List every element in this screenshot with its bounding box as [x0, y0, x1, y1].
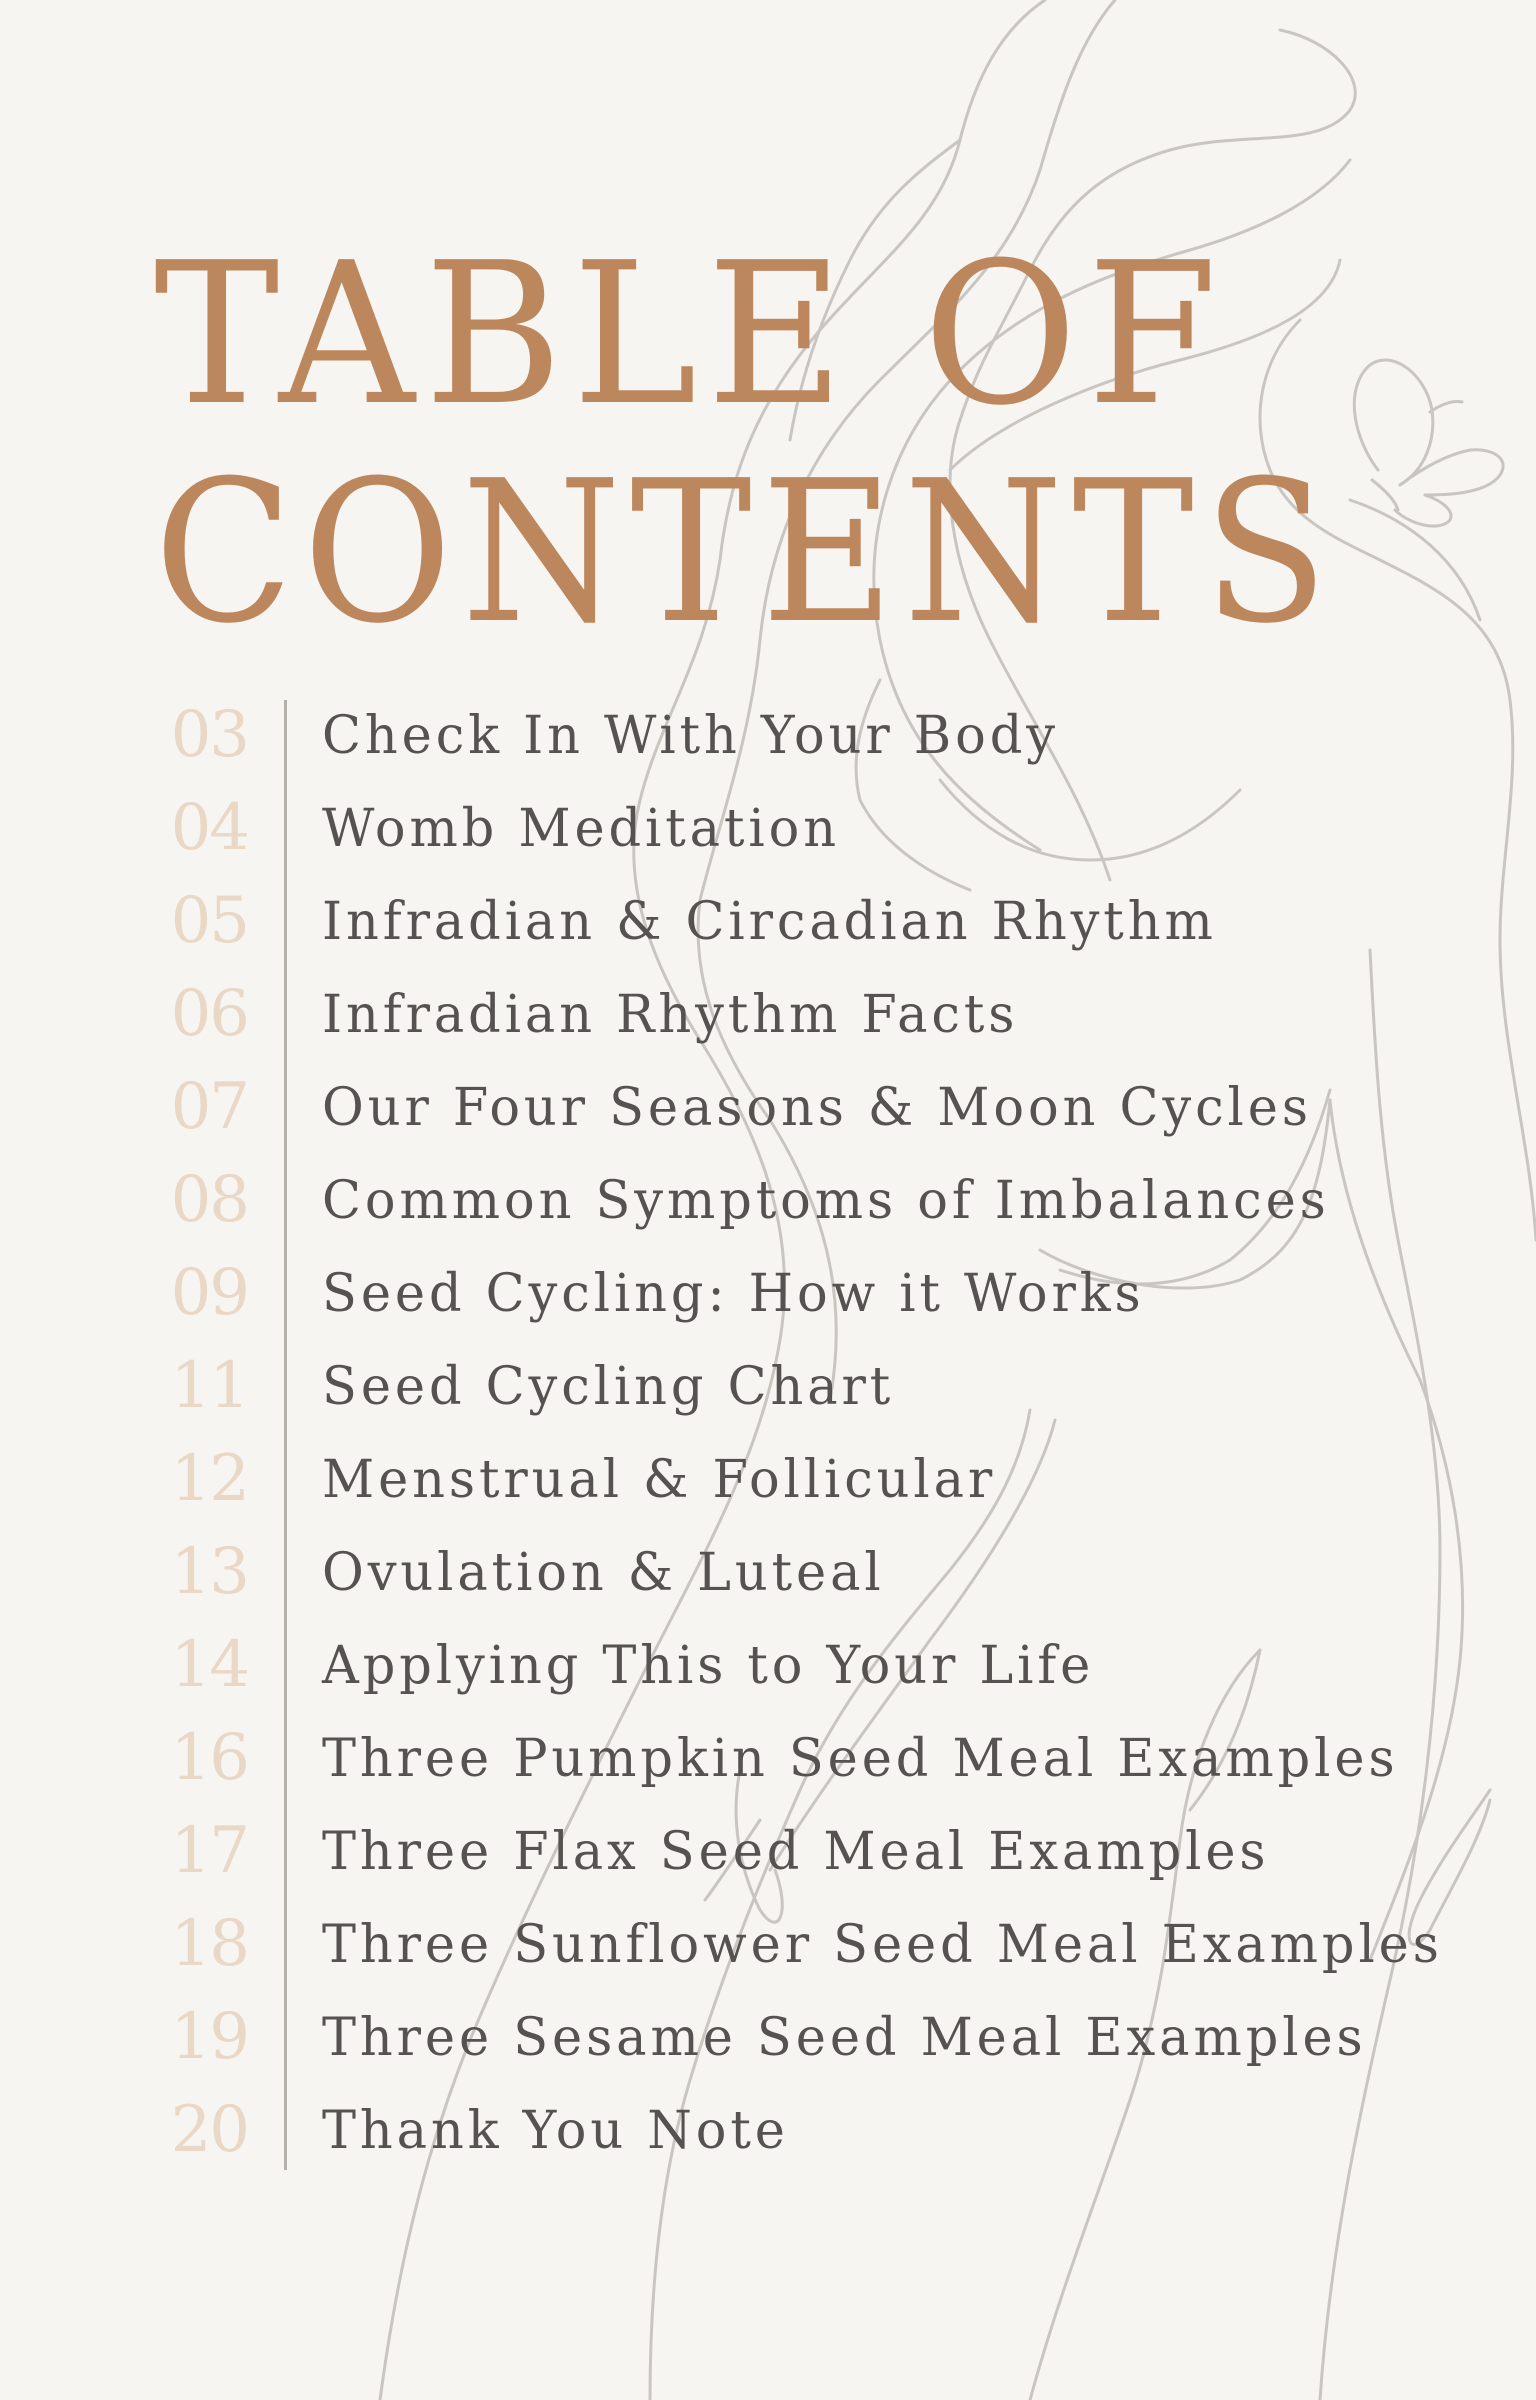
toc-item-19[interactable] — [0, 1995, 1536, 2088]
title-line-2: CONTENTS — [154, 439, 1338, 667]
toc-entry-title: Thank You Note — [322, 2101, 789, 2161]
toc-page-number: 09 — [170, 1256, 248, 1330]
toc-item-08[interactable] — [0, 1158, 1536, 1251]
toc-list — [0, 693, 1536, 2181]
title-line-1: TABLE OF — [154, 221, 1228, 449]
toc-entry-title: Common Symptoms of Imbalances — [322, 1171, 1330, 1231]
toc-entry-title: Ovulation & Luteal — [322, 1543, 885, 1603]
toc-entry-title: Womb Meditation — [322, 799, 840, 859]
toc-item-16[interactable] — [0, 1716, 1536, 1809]
toc-item-07[interactable] — [0, 1065, 1536, 1158]
toc-page-number: 12 — [170, 1442, 248, 1516]
toc-entry-title: Seed Cycling Chart — [322, 1357, 895, 1417]
toc-page-number: 20 — [170, 2093, 248, 2167]
toc-item-14[interactable] — [0, 1623, 1536, 1716]
toc-entry-title: Three Pumpkin Seed Meal Examples — [322, 1729, 1399, 1789]
toc-entry-title: Seed Cycling: How it Works — [322, 1264, 1145, 1324]
toc-page-number: 16 — [170, 1721, 248, 1795]
toc-page-number: 05 — [170, 884, 248, 958]
toc-page-number: 06 — [170, 977, 248, 1051]
toc-entry-title: Check In With Your Body — [322, 706, 1059, 766]
toc-item-09[interactable] — [0, 1251, 1536, 1344]
toc-item-20[interactable] — [0, 2088, 1536, 2181]
toc-item-18[interactable] — [0, 1902, 1536, 1995]
toc-page-number: 11 — [170, 1349, 248, 1423]
toc-item-17[interactable] — [0, 1809, 1536, 1902]
toc-entry-title: Three Sesame Seed Meal Examples — [322, 2008, 1367, 2068]
toc-item-03[interactable] — [0, 693, 1536, 786]
toc-page-number: 04 — [170, 791, 248, 865]
page-title — [154, 221, 1426, 667]
toc-item-05[interactable] — [0, 879, 1536, 972]
toc-entry-title: Menstrual & Follicular — [322, 1450, 997, 1510]
toc-entry-title: Infradian & Circadian Rhythm — [322, 892, 1217, 952]
toc-item-11[interactable] — [0, 1344, 1536, 1437]
toc-item-06[interactable] — [0, 972, 1536, 1065]
toc-page-number: 14 — [170, 1628, 248, 1702]
toc-page-number: 13 — [170, 1535, 248, 1609]
toc-item-12[interactable] — [0, 1437, 1536, 1530]
toc-entry-title: Three Flax Seed Meal Examples — [322, 1822, 1270, 1882]
toc-entry-title: Our Four Seasons & Moon Cycles — [322, 1078, 1312, 1138]
toc-page-number: 17 — [170, 1814, 248, 1888]
toc-item-13[interactable] — [0, 1530, 1536, 1623]
toc-entry-title: Infradian Rhythm Facts — [322, 985, 1019, 1045]
toc-page-number: 18 — [170, 1907, 248, 1981]
toc-entry-title: Three Sunflower Seed Meal Examples — [322, 1915, 1443, 1975]
toc-page-number: 03 — [170, 698, 248, 772]
toc-item-04[interactable] — [0, 786, 1536, 879]
toc-page-number: 07 — [170, 1070, 248, 1144]
toc-page-number: 08 — [170, 1163, 248, 1237]
toc-entry-title: Applying This to Your Life — [322, 1636, 1095, 1696]
toc-page-number: 19 — [170, 2000, 248, 2074]
